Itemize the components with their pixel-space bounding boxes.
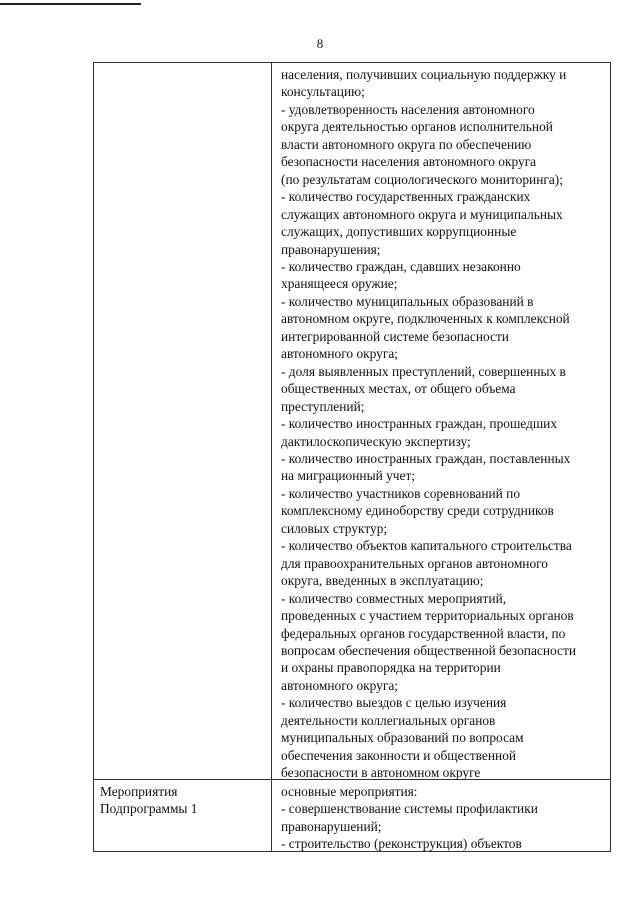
text-line: и охраны правопорядка на территории bbox=[281, 660, 501, 676]
text-line: основные мероприятия: bbox=[281, 784, 418, 799]
text-line: - количество участников соревнований по bbox=[281, 485, 521, 501]
text-line: на миграционный учет; bbox=[281, 468, 416, 484]
indicators-cell bbox=[281, 66, 607, 782]
text-line: - совершенствование системы профилактики bbox=[281, 801, 538, 817]
text-line: округа, введенных в эксплуатацию; bbox=[281, 573, 484, 589]
text-line: округа деятельностью органов исполнительной bbox=[281, 119, 553, 135]
text-line: автономного округа; bbox=[281, 677, 399, 693]
header-rule bbox=[0, 3, 141, 5]
text-line: безопасности населения автономного округа bbox=[281, 154, 537, 170]
text-line: правонарушения; bbox=[281, 241, 381, 257]
text-line: силовых структур; bbox=[281, 520, 388, 536]
text-line: - доля выявленных преступлений, совершенных в bbox=[281, 363, 566, 379]
measures-label-cell bbox=[100, 783, 265, 818]
text-line: дактилоскопическую экспертизу; bbox=[281, 433, 471, 449]
text-line: преступлений; bbox=[281, 398, 365, 414]
text-line: - количество муниципальных образований в bbox=[281, 293, 534, 309]
text-line: населения, получивших социальную поддержку и bbox=[281, 67, 567, 82]
text-line: власти автономного округа по обеспечению bbox=[281, 136, 532, 152]
text-line: интегрированной системе безопасности bbox=[281, 328, 509, 344]
text-line: служащих автономного округа и муниципальных bbox=[281, 206, 563, 222]
text-line: для правоохранительных органов автономного bbox=[281, 555, 549, 571]
text-line: консультацию; bbox=[281, 84, 365, 100]
text-line: безопасности в автономном округе bbox=[281, 765, 481, 781]
text-line: - количество совместных мероприятий, bbox=[281, 590, 507, 606]
text-line: комплексному единоборству среди сотрудников bbox=[281, 503, 554, 519]
text-line: федеральных органов государственной власти, по bbox=[281, 625, 566, 641]
text-line: - удовлетворенность населения автономного bbox=[281, 101, 535, 117]
text-line: - количество выездов с целью изучения bbox=[281, 695, 507, 711]
page-number: 8 bbox=[316, 36, 324, 51]
column-divider bbox=[271, 63, 272, 851]
text-line: обеспечения законности и общественной bbox=[281, 747, 517, 763]
text-line: деятельности коллегиальных органов bbox=[281, 712, 496, 728]
text-line: Подпрограммы 1 bbox=[100, 801, 198, 817]
measures-content-cell bbox=[281, 783, 607, 853]
text-line: автономного округа; bbox=[281, 346, 399, 362]
text-line: вопросам обеспечения общественной безопасности bbox=[281, 642, 577, 658]
text-line: - количество иностранных граждан, прошедших bbox=[281, 416, 558, 432]
text-line: - строительство (реконструкция) объектов bbox=[281, 836, 522, 852]
text-line: - количество граждан, сдавших незаконно bbox=[281, 258, 521, 274]
text-line: служащих, допустивших коррупционные bbox=[281, 224, 517, 240]
text-line: муниципальных образований по вопросам bbox=[281, 730, 524, 746]
text-line: - количество иностранных граждан, поставленных bbox=[281, 450, 571, 466]
text-line: - количество государственных гражданских bbox=[281, 189, 531, 205]
text-line: проведенных с участием территориальных органов bbox=[281, 608, 574, 624]
text-line: хранящееся оружие; bbox=[281, 276, 398, 292]
text-line: автономном округе, подключенных к комплексной bbox=[281, 311, 570, 327]
document-table bbox=[93, 62, 611, 852]
text-line: Мероприятия bbox=[100, 784, 178, 799]
text-line: правонарушений; bbox=[281, 818, 382, 834]
text-line: (по результатам социологического мониторинга); bbox=[281, 171, 563, 187]
text-line: общественных местах, от общего объема bbox=[281, 381, 516, 397]
text-line: - количество объектов капитального строительства bbox=[281, 538, 572, 554]
